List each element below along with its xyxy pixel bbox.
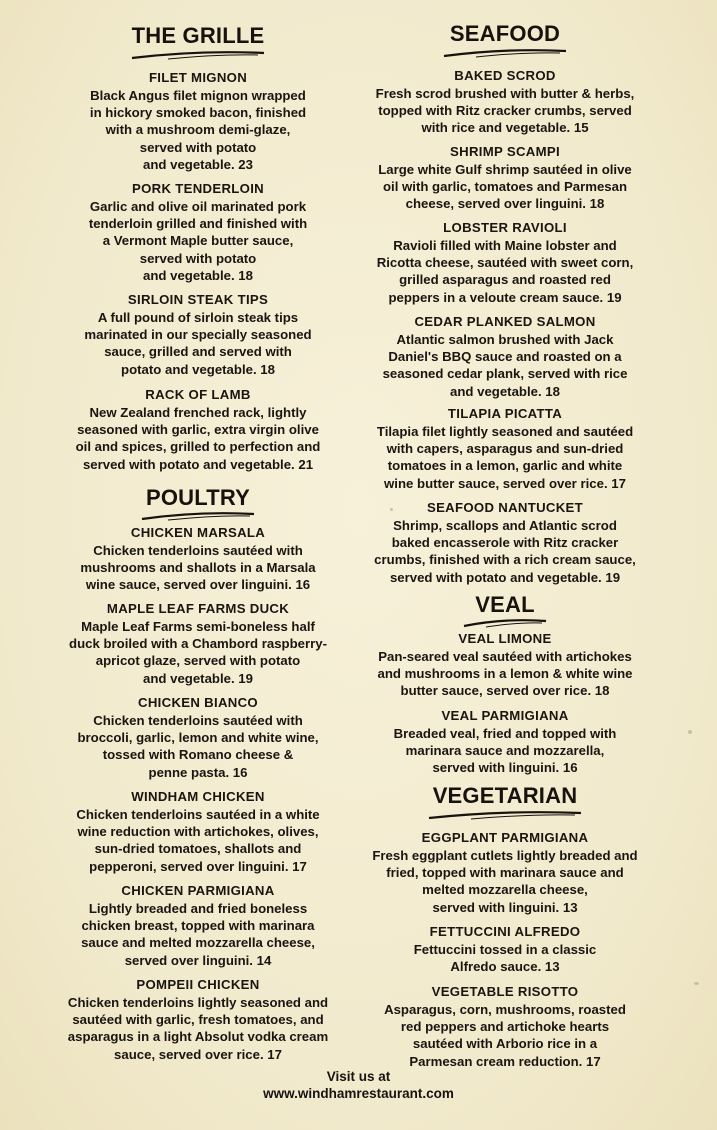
item-name: RACK OF LAMB bbox=[145, 387, 251, 402]
item-name: CEDAR PLANKED SALMON bbox=[414, 314, 596, 329]
item-description: Black Angus filet mignon wrapped in hickory smoked bacon, finished with a mushroom demi-glaze, served with potato and vegetable. 23 bbox=[89, 88, 307, 172]
item-description: Atlantic salmon brushed with Jack Daniel's BBQ sauce and roasted on a seasoned cedar plank, served with rice and vegetable. 18 bbox=[382, 332, 628, 399]
item-description: Large white Gulf shrimp sautéed in olive oil with garlic, tomatoes and Parmesan cheese, served over linguini. 18 bbox=[378, 162, 632, 212]
footer bbox=[0, 1068, 717, 1102]
item-name: TILAPIA PICATTA bbox=[447, 406, 563, 421]
item-description: Fettuccini tossed in a classic Alfredo sauce. 13 bbox=[413, 942, 597, 975]
menu-item-pork-tenderloin bbox=[48, 180, 348, 284]
item-name: BAKED SCROD bbox=[454, 68, 556, 83]
menu-item-veal-limone bbox=[355, 630, 655, 700]
menu-item-sirloin-steak-tips bbox=[48, 291, 348, 378]
menu-item-chicken-bianco bbox=[48, 694, 348, 781]
item-description: New Zealand frenched rack, lightly seasoned with garlic, extra virgin olive oil and spices, grilled to perfection and served with potato and vegetable. 21 bbox=[75, 405, 321, 472]
menu-item-seafood-nantucket bbox=[355, 499, 655, 586]
item-name: SHRIMP SCAMPI bbox=[450, 144, 560, 159]
item-description: Chicken tenderloins sautéed in a white wine reduction with artichokes, olives, sun-dried tomatoes, shallots and pepperoni, served over linguini. 17 bbox=[76, 807, 320, 874]
section-title: VEGETARIAN bbox=[432, 783, 578, 808]
item-description: Tilapia filet lightly seasoned and sautéed with capers, asparagus and sun-dried tomatoes in a lemon, garlic and white wine butter sauce, served over rice. 17 bbox=[376, 424, 634, 491]
item-description: Chicken tenderloins sautéed with mushrooms and shallots in a Marsala wine sauce, served over linguini. 16 bbox=[80, 543, 316, 593]
item-name: WINDHAM CHICKEN bbox=[131, 789, 265, 804]
item-description: Ravioli filled with Maine lobster and Ricotta cheese, sautéed with sweet corn, grilled asparagus and roasted red peppers in a veloute cream sauce. 19 bbox=[376, 238, 634, 305]
section-poultry bbox=[48, 486, 348, 522]
paper-speck bbox=[688, 730, 692, 734]
section-title: SEAFOOD bbox=[449, 21, 561, 46]
section-title: POULTRY bbox=[145, 485, 251, 510]
item-description: Garlic and olive oil marinated pork tenderloin grilled and finished with a Vermont Maple butter sauce, served with potato and vegetable. 18 bbox=[88, 199, 308, 283]
item-name: POMPEII CHICKEN bbox=[136, 977, 260, 992]
menu-item-filet-mignon bbox=[48, 69, 348, 173]
item-name: VEAL LIMONE bbox=[458, 631, 552, 646]
item-name: SEAFOOD NANTUCKET bbox=[426, 500, 584, 515]
swoosh-underline-icon bbox=[425, 808, 585, 822]
item-description: Fresh scrod brushed with butter & herbs, topped with Ritz cracker crumbs, served with rice and vegetable. 15 bbox=[375, 86, 635, 136]
item-description: Chicken tenderloins lightly seasoned and sautéed with garlic, fresh tomatoes, and asparagus in a light Absolut vodka cream sauce, served over rice. 17 bbox=[67, 995, 329, 1062]
menu-item-tilapia-picatta bbox=[355, 405, 655, 492]
item-name: CHICKEN MARSALA bbox=[130, 525, 266, 540]
section-title: THE GRILLE bbox=[131, 23, 265, 48]
menu-item-chicken-parmigiana bbox=[48, 882, 348, 969]
menu-item-vegetable-risotto bbox=[355, 983, 655, 1070]
item-description: A full pound of sirloin steak tips marinated in our specially seasoned sauce, grilled and served with potato and vegetable. 18 bbox=[84, 310, 312, 377]
item-description: Breaded veal, fried and topped with marinara sauce and mozzarella, served with linguini. 16 bbox=[393, 726, 617, 776]
section-title: VEAL bbox=[475, 592, 535, 617]
menu-item-maple-leaf-farms-duck bbox=[48, 600, 348, 687]
menu-item-eggplant-parmigiana bbox=[355, 829, 655, 916]
item-name: MAPLE LEAF FARMS DUCK bbox=[106, 601, 290, 616]
menu-item-lobster-ravioli bbox=[355, 219, 655, 306]
section-vegetarian bbox=[355, 784, 655, 822]
item-description: Lightly breaded and fried boneless chicken breast, topped with marinara sauce and melted mozzarella cheese, served over linguini. 14 bbox=[81, 901, 315, 968]
footer-visit-text: Visit us at bbox=[326, 1069, 391, 1084]
menu-item-veal-parmigiana bbox=[355, 707, 655, 777]
item-name: VEGETABLE RISOTTO bbox=[431, 984, 579, 999]
item-name: PORK TENDERLOIN bbox=[132, 181, 264, 196]
section-veal bbox=[355, 593, 655, 629]
item-description: Chicken tenderloins sautéed with broccoli, garlic, lemon and white wine, tossed with Romano cheese & penne pasta. 16 bbox=[77, 713, 319, 780]
section-the-grille bbox=[48, 24, 348, 62]
menu-item-windham-chicken bbox=[48, 788, 348, 875]
swoosh-underline-icon bbox=[138, 510, 258, 522]
swoosh-underline-icon bbox=[460, 617, 550, 629]
item-name: CHICKEN PARMIGIANA bbox=[121, 883, 275, 898]
item-name: SIRLOIN STEAK TIPS bbox=[127, 292, 269, 307]
swoosh-underline-icon bbox=[440, 46, 570, 60]
item-name: FILET MIGNON bbox=[148, 70, 248, 85]
paper-speck bbox=[390, 508, 393, 511]
item-description: Shrimp, scallops and Atlantic scrod baked encasserole with Ritz cracker crumbs, finished with a rich cream sauce, served with potato and vegetable. 19 bbox=[374, 518, 636, 585]
menu-item-shrimp-scampi bbox=[355, 143, 655, 213]
swoosh-underline-icon bbox=[128, 48, 268, 62]
item-name: EGGPLANT PARMIGIANA bbox=[421, 830, 589, 845]
item-description: Asparagus, corn, mushrooms, roasted red peppers and artichoke hearts sautéed with Arborio rice in a Parmesan cream reduction. 17 bbox=[384, 1002, 626, 1069]
website-link[interactable]: www.windhamrestaurant.com bbox=[263, 1086, 454, 1101]
menu-item-baked-scrod bbox=[355, 67, 655, 137]
menu-item-fettuccini-alfredo bbox=[355, 923, 655, 975]
menu-item-chicken-marsala bbox=[48, 524, 348, 594]
item-description: Pan-seared veal sautéed with artichokes and mushrooms in a lemon & white wine butter sauce, served over rice. 18 bbox=[377, 649, 633, 699]
item-name: LOBSTER RAVIOLI bbox=[443, 220, 567, 235]
item-name: VEAL PARMIGIANA bbox=[441, 708, 569, 723]
section-seafood bbox=[355, 22, 655, 60]
item-description: Maple Leaf Farms semi-boneless half duck broiled with a Chambord raspberry- apricot glaze, served with potato and vegetable. 19 bbox=[69, 619, 327, 686]
item-name: FETTUCCINI ALFREDO bbox=[429, 924, 581, 939]
item-description: Fresh eggplant cutlets lightly breaded and fried, topped with marinara sauce and melted mozzarella cheese, served with linguini. 13 bbox=[372, 848, 638, 915]
menu-item-pompeii-chicken bbox=[48, 976, 348, 1063]
paper-speck bbox=[694, 982, 699, 985]
menu-item-rack-of-lamb bbox=[48, 386, 348, 473]
menu-item-cedar-planked-salmon bbox=[355, 313, 655, 400]
item-name: CHICKEN BIANCO bbox=[138, 695, 258, 710]
